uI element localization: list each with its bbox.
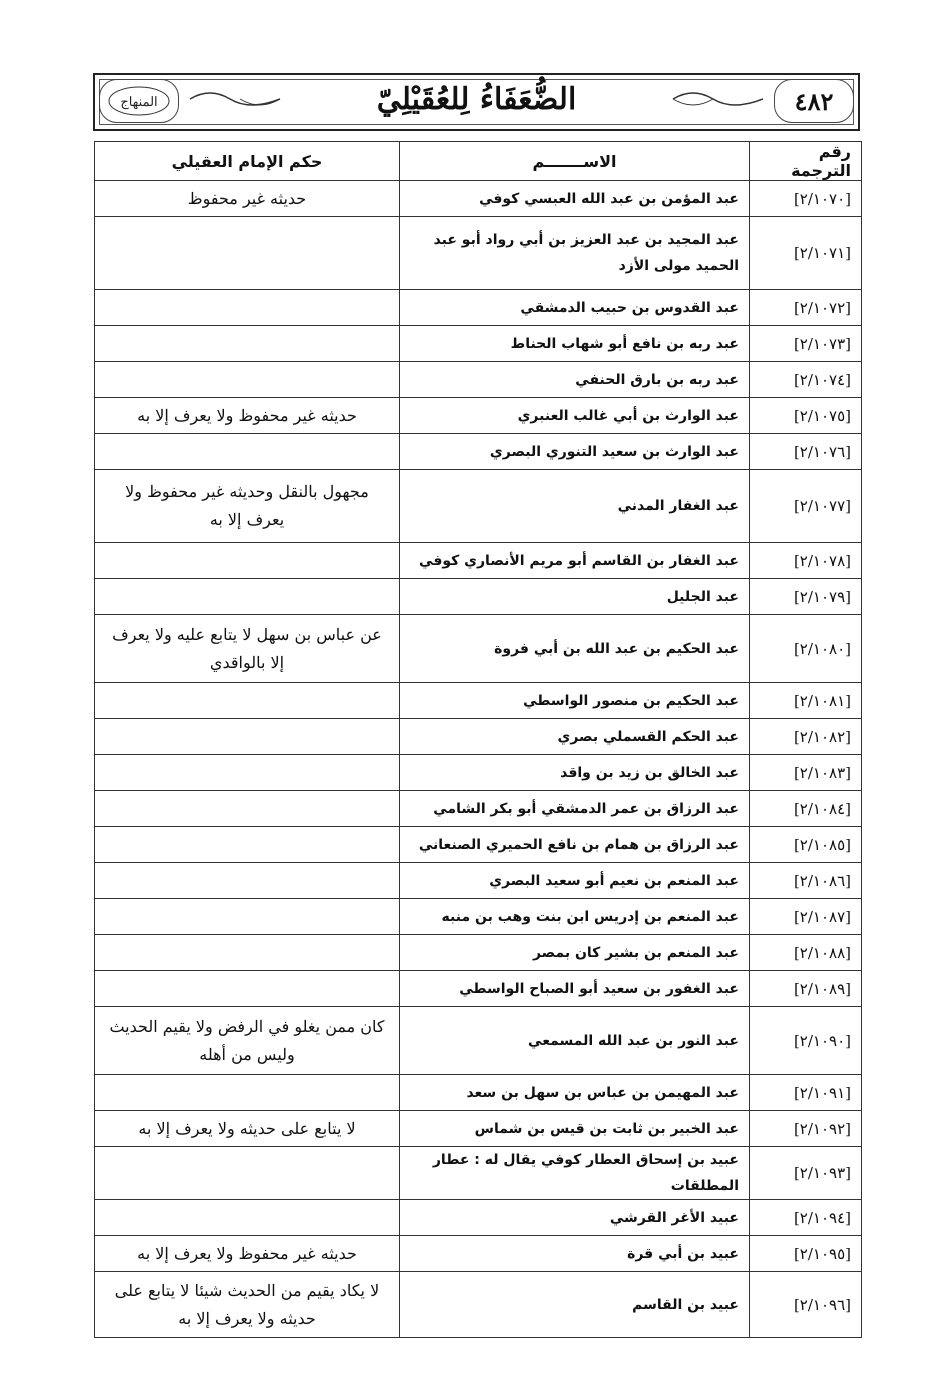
narrator-name: عبيد بن إسحاق العطار كوفي يقال له : عطار المطلقات (400, 1147, 750, 1200)
page-header (93, 73, 860, 131)
narrator-name: عبد الغفار المدني (400, 470, 750, 543)
verdict: لا يكاد يقيم من الحديث شيئا لا يتابع على حديثه ولا يعرف إلا به (95, 1272, 400, 1338)
ornament-left-icon (185, 85, 285, 113)
verdict (95, 1147, 400, 1200)
verdict (95, 434, 400, 470)
entry-number: [٢/١٠٩٥] (750, 1236, 862, 1272)
table-row (95, 181, 862, 217)
table-row (95, 579, 862, 615)
narrator-name: عبد الوارث بن سعيد التنوري البصري (400, 434, 750, 470)
entry-number: [٢/١٠٧١] (750, 217, 862, 290)
entry-number: [٢/١٠٨٦] (750, 863, 862, 899)
publisher-logo-text: المنهاج (120, 95, 158, 110)
table-row (95, 1075, 862, 1111)
verdict (95, 935, 400, 971)
entry-number: [٢/١٠٨٧] (750, 899, 862, 935)
table-row (95, 470, 862, 543)
table-row (95, 543, 862, 579)
entry-number: [٢/١٠٩١] (750, 1075, 862, 1111)
entry-number: [٢/١٠٨٤] (750, 791, 862, 827)
verdict: كان ممن يغلو في الرفض ولا يقيم الحديث وليس من أهله (95, 1007, 400, 1075)
entry-number: [٢/١٠٧٥] (750, 398, 862, 434)
entry-number: [٢/١٠٨٠] (750, 615, 862, 683)
entry-number: [٢/١٠٩٤] (750, 1200, 862, 1236)
narrator-name: عبد الخالق بن زيد بن واقد (400, 755, 750, 791)
ornament-right-icon (668, 85, 768, 113)
verdict (95, 683, 400, 719)
narrator-name: عبد الخبير بن ثابت بن قيس بن شماس (400, 1111, 750, 1147)
narrator-name: عبد المنعم بن نعيم أبو سعيد البصري (400, 863, 750, 899)
table-row (95, 971, 862, 1007)
narrator-name: عبد ربه بن بارق الحنفي (400, 362, 750, 398)
narrator-name: عبد المنعم بن بشير كان بمصر (400, 935, 750, 971)
entry-number: [٢/١٠٨١] (750, 683, 862, 719)
table-row (95, 827, 862, 863)
verdict (95, 290, 400, 326)
entry-number: [٢/١٠٧٤] (750, 362, 862, 398)
narrator-name: عبد المجيد بن عبد العزيز بن أبي رواد أبو عبد الحميد مولى الأزد (400, 217, 750, 290)
verdict (95, 971, 400, 1007)
table-row (95, 217, 862, 290)
entry-number: [٢/١٠٧٦] (750, 434, 862, 470)
table-row (95, 791, 862, 827)
narrators-table (94, 141, 862, 1338)
table-row (95, 1007, 862, 1075)
entry-number: [٢/١٠٨٨] (750, 935, 862, 971)
table-row (95, 1236, 862, 1272)
entry-number: [٢/١٠٩٣] (750, 1147, 862, 1200)
narrator-name: عبد الغفور بن سعيد أبو الصباح الواسطي (400, 971, 750, 1007)
narrator-name: عبد الجليل (400, 579, 750, 615)
publisher-logo-icon (104, 83, 174, 119)
table-row (95, 935, 862, 971)
entry-number: [٢/١٠٩٦] (750, 1272, 862, 1338)
entry-number: [٢/١٠٨٢] (750, 719, 862, 755)
narrator-name: عبيد بن القاسم (400, 1272, 750, 1338)
verdict: حديثه غير محفوظ ولا يعرف إلا به (95, 398, 400, 434)
narrator-name: عبد الحكيم بن عبد الله بن أبي فروة (400, 615, 750, 683)
entry-number: [٢/١٠٧٣] (750, 326, 862, 362)
verdict: عن عباس بن سهل لا يتابع عليه ولا يعرف إلا بالواقدي (95, 615, 400, 683)
entry-number: [٢/١٠٧٩] (750, 579, 862, 615)
table-row (95, 615, 862, 683)
entry-number: [٢/١٠٧٧] (750, 470, 862, 543)
publisher-logo (99, 79, 179, 123)
verdict: حديثه غير محفوظ (95, 181, 400, 217)
entry-number: [٢/١٠٩٠] (750, 1007, 862, 1075)
narrator-name: عبيد بن أبي قرة (400, 1236, 750, 1272)
narrator-name: عبد النور بن عبد الله المسمعي (400, 1007, 750, 1075)
table-row (95, 290, 862, 326)
verdict (95, 217, 400, 290)
book-title: الضُّعَفَاءُ لِلعُقَيْلِيّ (376, 81, 577, 117)
narrator-name: عبد الوارث بن أبي غالب العنبري (400, 398, 750, 434)
entry-number: [٢/١٠٨٥] (750, 827, 862, 863)
verdict (95, 362, 400, 398)
column-header-number: رقم الترجمة (750, 142, 862, 181)
table-row (95, 1147, 862, 1200)
verdict (95, 1200, 400, 1236)
column-header-name: الاســـــــم (400, 142, 750, 181)
verdict (95, 899, 400, 935)
table-header-row (95, 142, 862, 181)
verdict: مجهول بالنقل وحديثه غير محفوظ ولا يعرف إلا به (95, 470, 400, 543)
entry-number: [٢/١٠٧٨] (750, 543, 862, 579)
narrator-name: عبد المؤمن بن عبد الله العبسي كوفي (400, 181, 750, 217)
table-row (95, 863, 862, 899)
narrator-name: عبد الرزاق بن همام بن نافع الحميري الصنعاني (400, 827, 750, 863)
verdict (95, 543, 400, 579)
narrator-name: عبد المهيمن بن عباس بن سهل بن سعد (400, 1075, 750, 1111)
narrator-name: عبد القدوس بن حبيب الدمشقي (400, 290, 750, 326)
table-row (95, 326, 862, 362)
verdict (95, 827, 400, 863)
entry-number: [٢/١٠٧٠] (750, 181, 862, 217)
narrator-name: عبد ربه بن نافع أبو شهاب الحناط (400, 326, 750, 362)
verdict (95, 579, 400, 615)
narrator-name: عبد الحكيم بن منصور الواسطي (400, 683, 750, 719)
entry-number: [٢/١٠٨٣] (750, 755, 862, 791)
page-number: ٤٨٢ (774, 79, 854, 123)
table-row (95, 683, 862, 719)
verdict (95, 326, 400, 362)
verdict (95, 863, 400, 899)
table-row (95, 1200, 862, 1236)
entry-number: [٢/١٠٨٩] (750, 971, 862, 1007)
narrator-name: عبد الحكم القسملي بصري (400, 719, 750, 755)
verdict: لا يتابع على حديثه ولا يعرف إلا به (95, 1111, 400, 1147)
verdict: حديثه غير محفوظ ولا يعرف إلا به (95, 1236, 400, 1272)
table-row (95, 1111, 862, 1147)
table-row (95, 434, 862, 470)
narrator-name: عبد الغفار بن القاسم أبو مريم الأنصاري كوفي (400, 543, 750, 579)
table-row (95, 719, 862, 755)
verdict (95, 719, 400, 755)
verdict (95, 1075, 400, 1111)
entry-number: [٢/١٠٩٢] (750, 1111, 862, 1147)
table-row (95, 362, 862, 398)
column-header-verdict: حكم الإمام العقيلي (95, 142, 400, 181)
table-row (95, 755, 862, 791)
table-row (95, 1272, 862, 1338)
entry-number: [٢/١٠٧٢] (750, 290, 862, 326)
narrator-name: عبد المنعم بن إدريس ابن بنت وهب بن منبه (400, 899, 750, 935)
narrator-name: عبد الرزاق بن عمر الدمشقي أبو بكر الشامي (400, 791, 750, 827)
verdict (95, 755, 400, 791)
table-row (95, 398, 862, 434)
narrator-name: عبيد الأغر القرشي (400, 1200, 750, 1236)
table-row (95, 899, 862, 935)
verdict (95, 791, 400, 827)
